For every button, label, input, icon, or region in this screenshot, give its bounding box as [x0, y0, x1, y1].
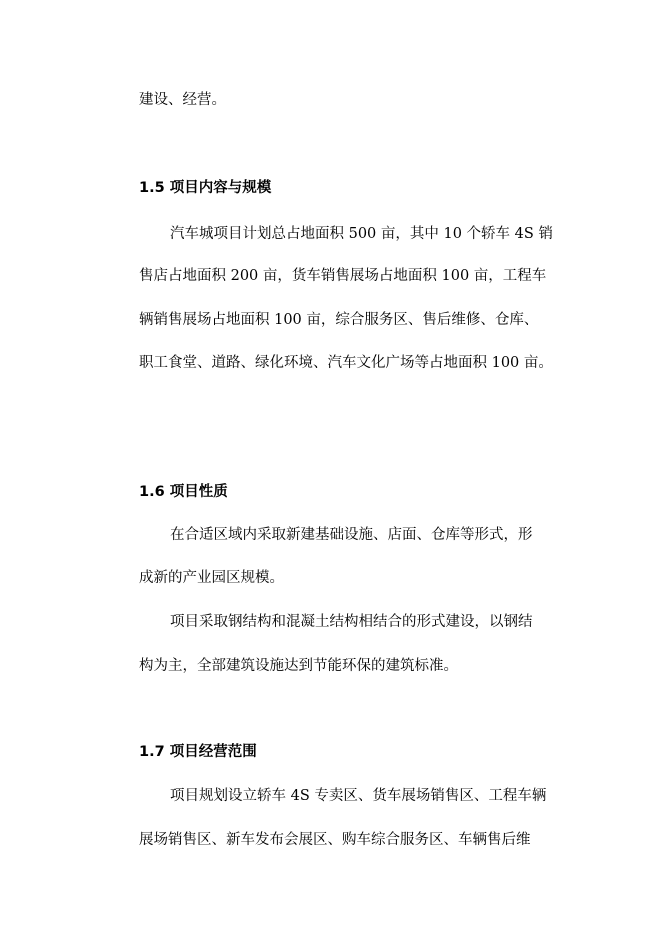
section-1-5-paragraph-line: 售店占地面积 200 亩，货车销售展场占地面积 100 亩，工程车	[139, 268, 547, 284]
intro-continuation-line: 建设、经营。	[139, 92, 226, 108]
section-1-5-paragraph-line: 辆销售展场占地面积 100 亩，综合服务区、售后维修、仓库、	[139, 312, 539, 328]
section-1-6-paragraph-line: 在合适区域内采取新建基础设施、店面、仓库等形式，形	[170, 527, 533, 543]
section-1-6-paragraph-line: 项目采取钢结构和混凝土结构相结合的形式建设，以钢结	[170, 614, 533, 630]
section-1-5-paragraph-line: 汽车城项目计划总占地面积 500 亩，其中 10 个轿车 4S 销	[170, 226, 553, 242]
section-1-7-paragraph-line: 项目规划设立轿车 4S 专卖区、货车展场销售区、工程车辆	[170, 788, 547, 804]
section-1-7-heading: 1.7 项目经营范围	[139, 744, 257, 760]
section-1-6-paragraph-line: 构为主，全部建筑设施达到节能环保的建筑标准。	[139, 658, 458, 674]
section-1-6-paragraph-line: 成新的产业园区规模。	[139, 570, 284, 586]
section-1-7-paragraph-line: 展场销售区、新车发布会展区、购车综合服务区、车辆售后维	[139, 832, 531, 848]
section-1-6-heading: 1.6 项目性质	[139, 484, 228, 500]
section-1-5-heading: 1.5 项目内容与规模	[139, 180, 272, 196]
section-1-5-paragraph-line: 职工食堂、道路、绿化环境、汽车文化广场等占地面积 100 亩。	[139, 355, 553, 371]
